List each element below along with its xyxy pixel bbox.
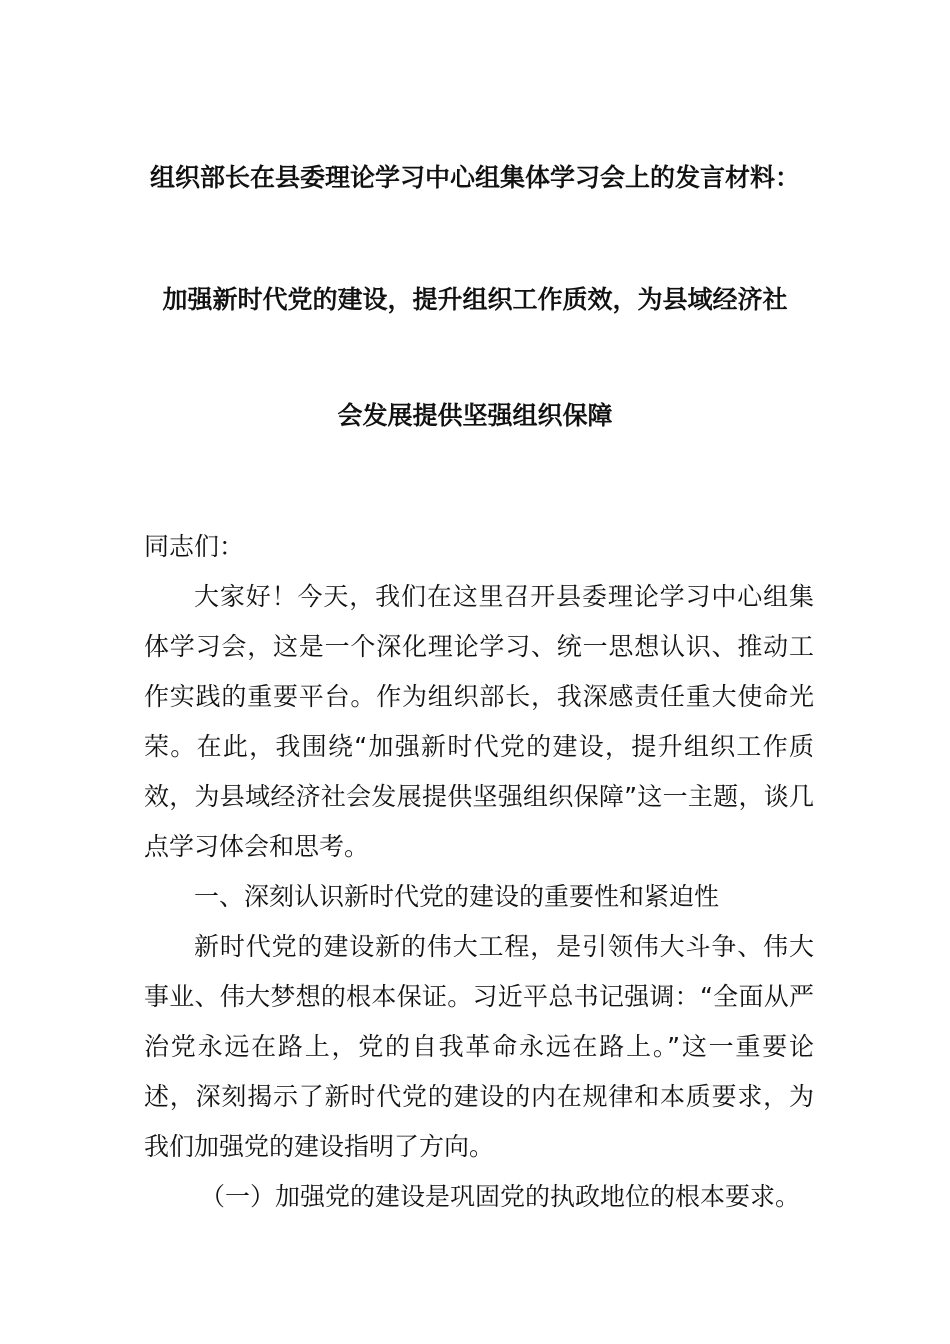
- document-title-line-2: 加强新时代党的建设，提升组织工作质效，为县域经济社: [162, 285, 788, 314]
- document-title-line-3: 会发展提供坚强组织保障: [337, 401, 613, 430]
- document-title-line-1: 组织部长在县委理论学习中心组集体学习会上的发言材料：: [149, 163, 800, 192]
- section-heading-1: 一、深刻认识新时代党的建设的重要性和紧迫性: [194, 882, 720, 911]
- paragraph-opening: 大家好！今天，我们在这里召开县委理论学习中心组集体学习会，这是一个深化理论学习、统一思想认识、推动工作实践的重要平台。作为组织部长，我深感责任重大使命光荣。在此，我围绕“加强新时代党的建设，提升组织工作质效，为县域经济社会发展提供坚强组织保障”这一主题，谈几点学习体会和思考。: [144, 582, 814, 861]
- subsection-heading-1: （一）加强党的建设是巩固党的执政地位的根本要求。: [200, 1182, 801, 1211]
- document-body: [144, 522, 814, 1222]
- salutation: 同志们：: [144, 532, 245, 561]
- paragraph-section-1: 新时代党的建设新的伟大工程，是引领伟大斗争、伟大事业、伟大梦想的根本保证。习近平总书记强调：“全面从严治党永远在路上，党的自我革命永远在路上。”这一重要论述，深刻揭示了新时代党的建设的内在规律和本质要求，为我们加强党的建设指明了方向。: [144, 932, 814, 1161]
